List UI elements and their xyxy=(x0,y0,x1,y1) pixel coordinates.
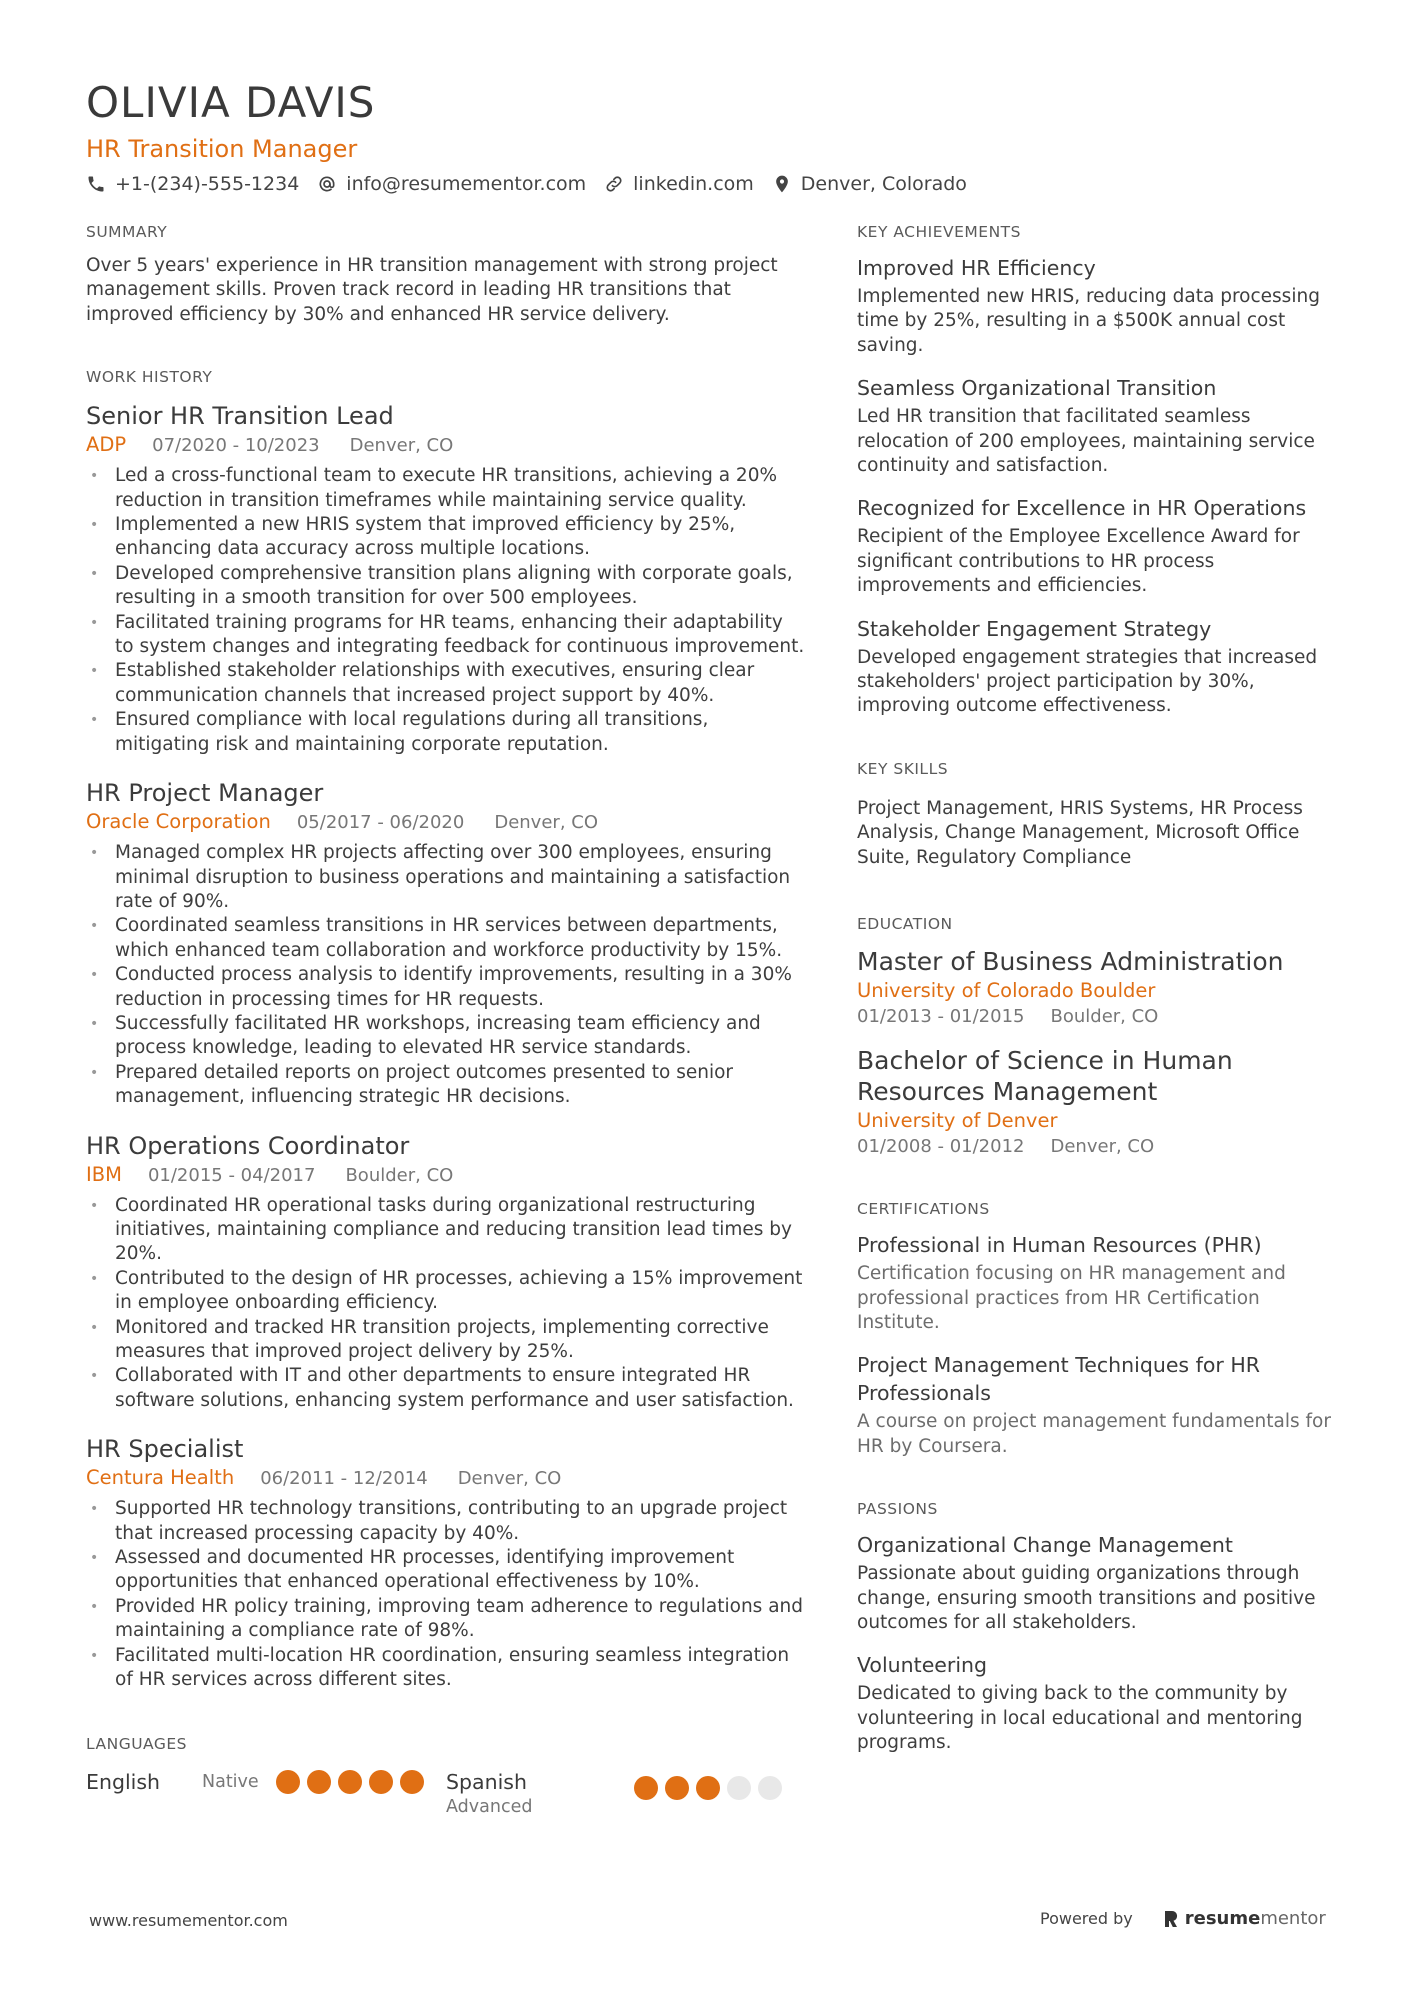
resumementor-logo-icon xyxy=(1163,1910,1179,1928)
language-name-wrap xyxy=(86,1768,202,1796)
achievement-text: Developed engagement strategies that increased stakeholders' project participation by 30%, improving outcome effectiveness. xyxy=(857,646,1318,717)
job-bullets xyxy=(86,1194,806,1414)
passion-title: Volunteering xyxy=(857,1653,988,1678)
job-bullet: • Coordinated HR operational tasks during organizational restructuring initiatives, maintaining compliance and reducing transition lead times by 20%. xyxy=(86,1194,806,1267)
education-heading: EDUCATION xyxy=(857,915,953,934)
job-bullets xyxy=(86,1497,806,1692)
rating-dot-filled xyxy=(634,1776,658,1800)
phone-icon xyxy=(86,174,106,194)
rating-dot-filled xyxy=(307,1770,331,1794)
job-entry xyxy=(86,777,806,1109)
phone-text: +1-(234)-555-1234 xyxy=(115,173,300,195)
languages-row xyxy=(86,1768,806,1818)
job-position: HR Operations Coordinator xyxy=(86,1131,410,1160)
job-location: Boulder, CO xyxy=(345,1164,454,1186)
achievement-item xyxy=(857,374,1335,478)
job-bullet: • Facilitated multi-location HR coordination, ensuring seamless integration of HR services across different sites. xyxy=(86,1644,806,1693)
achievement-title: Recognized for Excellence in HR Operations xyxy=(857,496,1307,521)
certification-title: Professional in Human Resources (PHR) xyxy=(857,1233,1262,1258)
certification-text: Certification focusing on HR management and professional practices from HR Certification Institute. xyxy=(857,1263,1286,1333)
job-bullet: • Coordinated seamless transitions in HR services between departments, which enhanced team collaboration and workforce productivity by 15%. xyxy=(86,914,806,963)
contact-email[interactable] xyxy=(317,170,586,198)
education-location: Denver, CO xyxy=(1050,1136,1155,1158)
job-company: IBM xyxy=(86,1162,122,1186)
rating-dot-filled xyxy=(696,1776,720,1800)
rating-dot-filled xyxy=(665,1776,689,1800)
language-name: English xyxy=(86,1770,161,1795)
job-entry xyxy=(86,400,806,757)
brand-bold: resume xyxy=(1184,1908,1261,1929)
job-bullet: • Conducted process analysis to identify improvements, resulting in a 30% reduction in processing times for HR requests. xyxy=(86,963,806,1012)
job-bullet: • Successfully facilitated HR workshops, increasing team efficiency and process knowledge, leading to elevated HR service standards. xyxy=(86,1012,806,1061)
summary-text: Over 5 years' experience in HR transition management with strong project management skills. Proven track record in leading HR transitions that improved efficiency by 30% and enhanced HR service delivery. xyxy=(86,255,778,325)
passion-item xyxy=(857,1531,1335,1635)
job-company: Centura Health xyxy=(86,1466,235,1490)
resume-header xyxy=(86,74,1326,198)
powered-by-label: Powered by xyxy=(1040,1909,1133,1928)
email-text: info@resumementor.com xyxy=(346,173,587,195)
job-meta xyxy=(86,1162,806,1189)
achievement-text: Implemented new HRIS, reducing data processing time by 25%, resulting in a $500K annual cost saving. xyxy=(857,286,1320,356)
job-bullet: • Prepared detailed reports on project outcomes presented to senior management, influencing strategic HR decisions. xyxy=(86,1061,806,1110)
achievement-text: Recipient of the Employee Excellence Award for significant contributions to HR process improvements and efficiencies. xyxy=(857,526,1300,597)
languages-heading: LANGUAGES xyxy=(86,1735,188,1754)
contact-bar xyxy=(86,170,1326,198)
certifications-heading: CERTIFICATIONS xyxy=(857,1200,990,1219)
job-location: Denver, CO xyxy=(494,812,598,834)
candidate-name: OLIVIA DAVIS xyxy=(86,78,376,127)
language-level: Native xyxy=(202,1772,259,1793)
contact-location xyxy=(772,170,967,198)
rating-dot-filled xyxy=(276,1770,300,1794)
education-degree: Bachelor of Science in Human Resources Management xyxy=(857,1046,1233,1107)
brand-logo[interactable] xyxy=(1163,1908,1326,1929)
education-meta xyxy=(857,1134,1335,1159)
rating-dot-filled xyxy=(369,1770,393,1794)
language-level: Advanced xyxy=(446,1797,533,1818)
certification-item xyxy=(857,1231,1335,1335)
education-location: Boulder, CO xyxy=(1050,1006,1159,1028)
certification-text: A course on project management fundamentals for HR by Coursera. xyxy=(857,1411,1331,1457)
right-column xyxy=(857,222,1335,1756)
passion-text: Passionate about guiding organizations through change, ensuring smooth transitions and positive outcomes for all stakeholders. xyxy=(857,1563,1316,1633)
job-bullet: • Monitored and tracked HR transition projects, implementing corrective measures that improved project delivery by 25%. xyxy=(86,1316,806,1365)
job-position: HR Specialist xyxy=(86,1435,244,1464)
work-history-heading: WORK HISTORY xyxy=(86,368,213,387)
job-entry xyxy=(86,1130,806,1414)
education-item xyxy=(857,946,1335,1029)
passion-title: Organizational Change Management xyxy=(857,1533,1233,1558)
footer-website[interactable]: www.resumementor.com xyxy=(89,1911,288,1930)
rating-dot-empty xyxy=(727,1776,751,1800)
education-school: University of Denver xyxy=(857,1109,1058,1133)
passion-text: Dedicated to giving back to the community by volunteering in local educational and mentoring programs. xyxy=(857,1683,1303,1754)
rating-dot-filled xyxy=(338,1770,362,1794)
job-position: Senior HR Transition Lead xyxy=(86,402,394,431)
job-meta xyxy=(86,1465,806,1492)
skills-heading: KEY SKILLS xyxy=(857,759,949,778)
job-bullet: • Contributed to the design of HR processes, achieving a 15% improvement in employee onboarding efficiency. xyxy=(86,1267,806,1316)
job-bullet: • Facilitated training programs for HR teams, enhancing their adaptability to system changes and integrating feedback for continuous improvement. xyxy=(86,611,806,660)
left-column xyxy=(86,222,806,1818)
job-bullet: • Assessed and documented HR processes, identifying improvement opportunities that enhanced operational effectiveness by 10%. xyxy=(86,1546,806,1595)
education-degree: Master of Business Administration xyxy=(857,947,1284,977)
achievement-title: Improved HR Efficiency xyxy=(857,256,1096,280)
language-name: Spanish xyxy=(446,1770,527,1795)
achievements-heading: KEY ACHIEVEMENTS xyxy=(857,223,1021,241)
language-item xyxy=(86,1768,446,1796)
job-bullet: • Supported HR technology transitions, contributing to an upgrade project that increased processing capacity by 40%. xyxy=(86,1497,806,1546)
job-bullets xyxy=(86,841,806,1109)
passion-item xyxy=(857,1651,1335,1755)
education-school: University of Colorado Boulder xyxy=(857,979,1156,1003)
job-meta xyxy=(86,809,806,836)
link-icon xyxy=(604,174,624,194)
achievement-text: Led HR transition that facilitated seamless relocation of 200 employees, maintaining service continuity and satisfaction. xyxy=(857,406,1315,477)
contact-phone[interactable] xyxy=(86,170,299,198)
powered-by xyxy=(1040,1908,1326,1929)
job-dates: 05/2017 - 06/2020 xyxy=(296,812,465,834)
language-item xyxy=(446,1768,806,1818)
location-text: Denver, Colorado xyxy=(800,173,967,195)
job-bullet: • Established stakeholder relationships with executives, ensuring clear communication channels that increased project support by 40%. xyxy=(86,659,806,708)
achievement-title: Seamless Organizational Transition xyxy=(857,376,1217,401)
brand-light: mentor xyxy=(1260,1908,1326,1929)
language-rating xyxy=(634,1774,789,1802)
language-rating xyxy=(276,1768,431,1796)
language-name-wrap xyxy=(446,1768,634,1818)
job-company: Oracle Corporation xyxy=(86,810,271,834)
education-meta xyxy=(857,1004,1335,1029)
contact-linkedin[interactable] xyxy=(604,170,754,198)
education-item xyxy=(857,1045,1335,1159)
job-bullet: • Managed complex HR projects affecting over 300 employees, ensuring minimal disruption to business operations and maintaining a satisfaction rate of 90%. xyxy=(86,841,806,914)
job-location: Denver, CO xyxy=(349,435,454,457)
rating-dot-filled xyxy=(400,1770,424,1794)
job-entry xyxy=(86,1433,806,1692)
achievement-item xyxy=(857,615,1335,719)
skills-text: Project Management, HRIS Systems, HR Process Analysis, Change Management, Microsoft Office Suite, Regulatory Compliance xyxy=(857,797,1303,868)
job-bullet: • Implemented a new HRIS system that improved efficiency by 25%, enhancing data accuracy across multiple locations. xyxy=(86,513,806,562)
certification-title: Project Management Techniques for HR Professionals xyxy=(857,1353,1260,1406)
job-meta xyxy=(86,432,806,459)
rating-dot-empty xyxy=(758,1776,782,1800)
achievement-item xyxy=(857,254,1335,358)
job-bullet: • Provided HR policy training, improving team adherence to regulations and maintaining a compliance rate of 98%. xyxy=(86,1595,806,1644)
job-dates: 01/2015 - 04/2017 xyxy=(147,1164,316,1186)
job-location: Denver, CO xyxy=(457,1468,562,1490)
summary-heading: SUMMARY xyxy=(86,223,168,241)
at-icon xyxy=(317,174,337,194)
achievement-item xyxy=(857,494,1335,598)
job-bullets xyxy=(86,464,806,757)
job-dates: 06/2011 - 12/2014 xyxy=(260,1468,428,1490)
job-bullet: • Collaborated with IT and other departments to ensure integrated HR software solutions, enhancing system performance and user satisfaction. xyxy=(86,1364,806,1413)
job-title: HR Transition Manager xyxy=(86,135,358,163)
job-bullet: • Developed comprehensive transition plans aligning with corporate goals, resulting in a smooth transition for over 500 employees. xyxy=(86,562,806,611)
job-company: ADP xyxy=(86,433,127,457)
passions-heading: PASSIONS xyxy=(857,1500,938,1519)
education-dates: 01/2008 - 01/2012 xyxy=(857,1136,1025,1158)
job-dates: 07/2020 - 10/2023 xyxy=(152,435,320,457)
education-dates: 01/2013 - 01/2015 xyxy=(857,1006,1025,1028)
location-pin-icon xyxy=(772,174,792,194)
job-bullet: • Led a cross-functional team to execute HR transitions, achieving a 20% reduction in transition timeframes while maintaining service quality. xyxy=(86,464,806,513)
job-position: HR Project Manager xyxy=(86,779,324,808)
job-bullet: • Ensured compliance with local regulations during all transitions, mitigating risk and maintaining corporate reputation. xyxy=(86,708,806,757)
linkedin-text: linkedin.com xyxy=(633,173,754,195)
achievement-title: Stakeholder Engagement Strategy xyxy=(857,616,1212,641)
certification-item xyxy=(857,1351,1335,1459)
